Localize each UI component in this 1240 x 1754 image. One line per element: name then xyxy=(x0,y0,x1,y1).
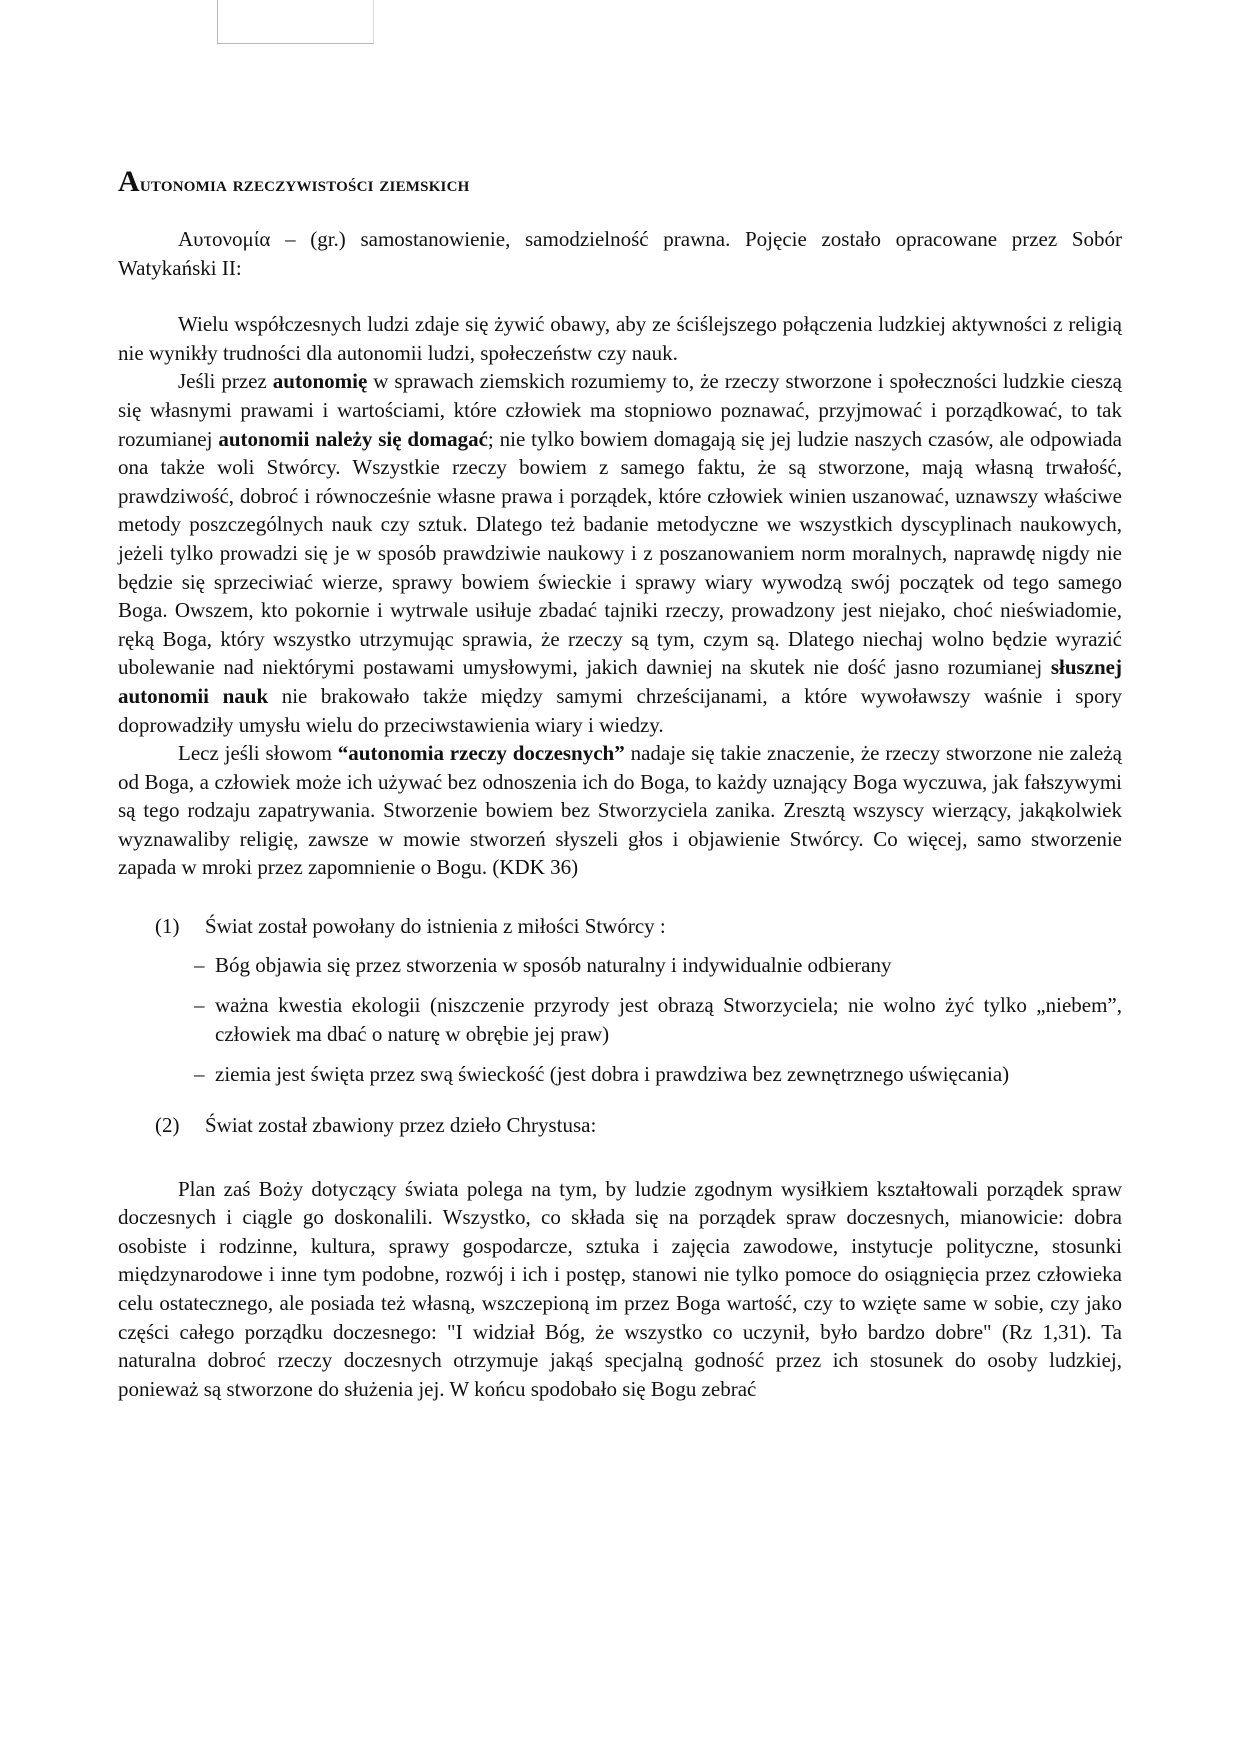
list-item xyxy=(194,991,1122,1048)
bold-term: autonomię xyxy=(272,369,368,394)
section-1-heading xyxy=(155,912,1122,941)
list-item xyxy=(194,951,1122,980)
text-run: ; nie tylko bowiem domagają się jej ludzie naszych czasów, ale odpowiada ona także woli Stwórcy. Wszystkie rzeczy bowiem z samego faktu, że są stworzone, mają własną trwałość, prawdziwość, dobroć i równocześnie własne prawa i porządek, które człowiek winien uszanować, uznawszy właściwe metody poszczególnych nauk czy sztuk. Dlatego też badanie metodyczne we wszystkich dyscyplinach naukowych, jeżeli tylko prowadzi się je w sposób prawdziwie naukowy i z poszanowaniem norm moralnych, naprawdę nigdy nie będzie się sprzeciwiać wierze, sprawy bowiem świeckie i sprawy wiary wywodzą swój początek od tego samego Boga. Owszem, kto pokornie i wytrwale usiłuje zbadać tajniki rzeczy, prowadzony jest niejako, choć nieświadomie, ręką Boga, który wszystko utrzymując sprawia, że rzeczy są tym, czym są. Dlatego niechaj wolno będzie wyrazić ubolewanie nad niektórymi postawami umysłowymi, jakich dawniej na skutek nie dość jasno rozumianej xyxy=(118,426,1122,680)
section-number: (2) xyxy=(155,1113,180,1138)
section-heading-text: Świat został zbawiony przez dzieło Chrystusa: xyxy=(205,1113,597,1138)
closing-paragraph: Plan zaś Boży dotyczący świata polega na tym, by ludzie zgodnym wysiłkiem kształtowali porządek spraw doczesnych i ciągle go doskonalili. Wszystko, co składa się na porządek spraw doczesnych, mianowicie: dobra osobiste i rodzinne, kultura, sprawy gospodarcze, sztuka i zajęcia zawodowe, instytucje polityczne, stosunki międzynarodowe i inne tym podobne, rozwój i ich i postęp, stanowi nie tylko pomoce do osiągnięcia przez człowieka celu ostatecznego, ale posiada też własną, wszczepioną im przez Boga wartość, czy to wzięte same w sobie, czy jako części całego porządku doczesnego: "I widział Bóg, że wszystko co uczynił, było bardzo dobre" (Rz 1,31). Ta naturalna dobroć rzeczy doczesnych otrzymuje jakąś specjalną godność przez ich stosunek do osoby ludzkiej, ponieważ są stworzone do służenia jej. W końcu spodobało się Bogu zebrać xyxy=(118,1176,1122,1401)
text-run: Jeśli przez xyxy=(178,369,273,394)
list-item-text: ziemia jest święta przez swą świeckość (jest dobra i prawdziwa bez zewnętrznego uświęcania) xyxy=(215,1062,1010,1087)
title-initial: A xyxy=(118,165,140,198)
list-item-text: Bóg objawia się przez stworzenia w sposób naturalny i indywidualnie odbierany xyxy=(215,952,892,977)
section-1-list xyxy=(194,951,1122,1089)
document-page xyxy=(118,165,1123,1403)
section-heading-text: Świat został powołany do istnienia z miłości Stwórcy : xyxy=(205,914,666,939)
dash-bullet-icon: – xyxy=(194,993,205,1018)
quote-paragraph-1: Wielu współczesnych ludzi zdaje się żywić obawy, aby ze ściślejszego połączenia ludzkiej aktywności z religią nie wynikły trudności dla autonomii ludzi, społeczeństw czy nauk. xyxy=(118,312,1122,365)
intro-paragraph: Αυτονομία – (gr.) samostanowienie, samodzielność prawna. Pojęcie zostało opracowane przez Sobór Watykański II: xyxy=(118,227,1122,280)
document-title xyxy=(118,165,1122,198)
quote-paragraph-2 xyxy=(118,367,1122,739)
text-run: Lecz jeśli słowom xyxy=(178,741,338,766)
section-2-heading xyxy=(155,1111,1122,1140)
header-frame xyxy=(217,0,374,44)
dash-bullet-icon: – xyxy=(194,952,205,977)
text-run: w sprawach ziemskich rozumiemy to, że rzeczy stworzone i społeczności ludzkie cieszą się własnymi prawami i wartościami, które człowiek ma stopniowo poznawać, przyjmować i porządkować, to tak rozumianej xyxy=(118,369,1122,451)
bold-term: słusznej autonomii nauk xyxy=(118,655,1122,708)
text-run: nie brakowało także między samymi chrześcijanami, a które wywoławszy waśnie i spory doprowadziły umysłu wielu do przeciwstawienia wiary i wiedzy. xyxy=(118,683,1122,737)
title-rest: utonomia rzeczywistości ziemskich xyxy=(139,171,470,196)
list-item-text: ważna kwestia ekologii (niszczenie przyrody jest obrazą Stworzyciela; nie wolno żyć tylko „niebem”, człowiek ma dbać o naturę w obrębie jej praw) xyxy=(215,993,1122,1046)
dash-bullet-icon: – xyxy=(194,1062,205,1087)
section-number: (1) xyxy=(155,914,180,939)
list-item xyxy=(194,1060,1122,1089)
quote-paragraph-3 xyxy=(118,739,1122,882)
bold-term: “autonomia rzeczy doczesnych” xyxy=(337,741,625,766)
bold-term: autonomii należy się domagać xyxy=(218,426,488,451)
text-run: nadaje się takie znaczenie, że rzeczy stworzone nie zależą od Boga, a człowiek może ich używać bez odnoszenia ich do Boga, to każdy uznający Boga wyczuwa, jak fałszywymi są tego rodzaju zapatrywania. Stworzenie bowiem bez Stworzyciela zanika. Zresztą wszyscy wierzący, jakąkolwiek wyznawaliby religię, zawsze w mowie stworzeń słyszeli głos i objawienie Stwórcy. Co więcej, samo stworzenie zapada w mroki przez zapomnienie o Bogu. (KDK 36) xyxy=(118,741,1123,880)
